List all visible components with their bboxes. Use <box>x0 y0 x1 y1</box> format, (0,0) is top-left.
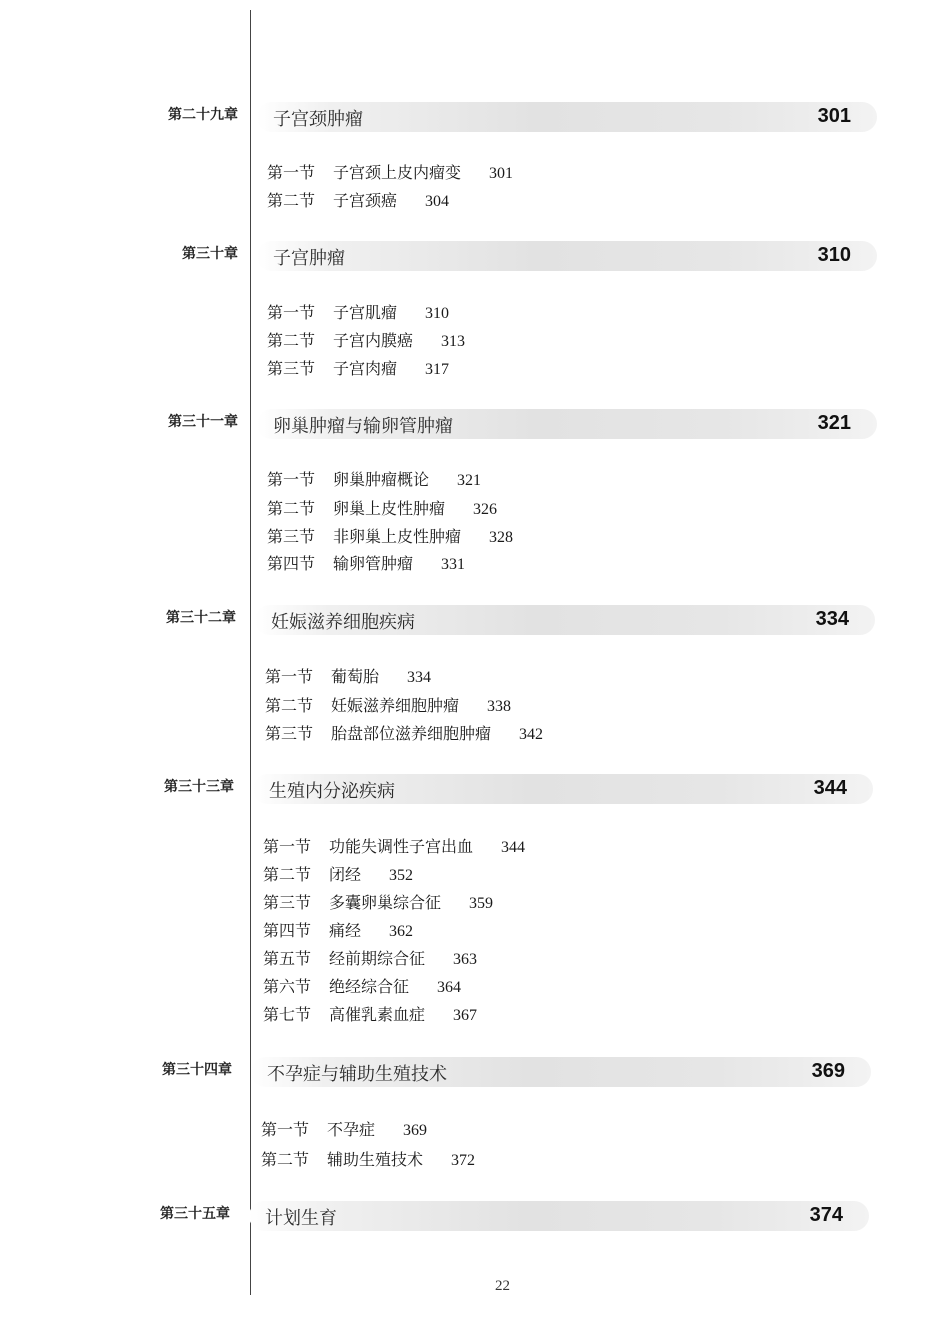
section-entry[interactable] <box>263 890 493 913</box>
section-title: 绝经综合征 <box>329 977 410 996</box>
chapter-page-number: 344 <box>813 777 847 799</box>
chapter-heading-bar[interactable] <box>257 409 877 439</box>
section-entry[interactable] <box>267 551 465 574</box>
section-entry[interactable] <box>267 160 513 183</box>
section-page-number: 328 <box>489 529 514 546</box>
section-page-number: 317 <box>425 361 450 378</box>
section-entry[interactable] <box>263 918 413 941</box>
chapter-page-number: 310 <box>817 244 851 266</box>
section-entry[interactable] <box>267 496 497 519</box>
section-number: 第二节 <box>263 865 312 884</box>
section-number: 第三节 <box>265 724 314 743</box>
section-page-number: 334 <box>407 669 432 686</box>
chapter-page-number: 334 <box>815 608 849 630</box>
section-entry[interactable] <box>263 834 525 857</box>
chapter-number: 第二十九章 <box>168 107 238 123</box>
section-number: 第三节 <box>267 527 316 546</box>
section-page-number: 359 <box>469 895 494 912</box>
section-number: 第一节 <box>267 303 316 322</box>
section-page-number: 321 <box>457 472 482 489</box>
section-number: 第二节 <box>267 191 316 210</box>
section-title: 功能失调性子宫出血 <box>329 837 474 856</box>
section-page-number: 301 <box>489 165 514 182</box>
section-page-number: 372 <box>451 1152 476 1169</box>
section-page-number: 342 <box>519 726 544 743</box>
section-number: 第五节 <box>263 949 312 968</box>
section-number: 第六节 <box>263 977 312 996</box>
section-number: 第三节 <box>267 359 316 378</box>
margin-rule <box>250 10 251 1295</box>
chapter-title: 子宫肿瘤 <box>273 248 345 269</box>
section-entry[interactable] <box>263 946 477 969</box>
section-title: 经前期综合征 <box>329 949 426 968</box>
chapter-title: 妊娠滋养细胞疾病 <box>271 612 415 633</box>
section-entry[interactable] <box>267 524 513 547</box>
section-title: 痛经 <box>329 921 362 940</box>
section-page-number: 369 <box>403 1122 428 1139</box>
section-page-number: 363 <box>453 951 478 968</box>
chapter-heading-bar[interactable] <box>257 241 877 271</box>
section-entry[interactable] <box>263 974 461 997</box>
section-page-number: 313 <box>441 333 466 350</box>
section-title: 胎盘部位滋养细胞肿瘤 <box>331 724 492 743</box>
section-entry[interactable] <box>263 1002 477 1025</box>
section-title: 闭经 <box>329 865 362 884</box>
chapter-heading-bar[interactable] <box>249 1201 869 1231</box>
chapter-page-number: 321 <box>817 412 851 434</box>
chapter-number: 第三十章 <box>182 246 238 262</box>
section-title: 非卵巢上皮性肿瘤 <box>333 527 462 546</box>
section-page-number: 352 <box>389 867 414 884</box>
section-number: 第三节 <box>263 893 312 912</box>
section-title: 辅助生殖技术 <box>327 1150 424 1169</box>
section-number: 第一节 <box>267 163 316 182</box>
section-entry[interactable] <box>267 356 449 379</box>
section-number: 第二节 <box>265 696 314 715</box>
section-entry[interactable] <box>267 188 449 211</box>
section-number: 第一节 <box>265 667 314 686</box>
chapter-heading-bar[interactable] <box>251 1057 871 1087</box>
chapter-heading-bar[interactable] <box>253 774 873 804</box>
section-title: 输卵管肿瘤 <box>333 554 414 573</box>
section-number: 第一节 <box>267 470 316 489</box>
section-number: 第一节 <box>263 837 312 856</box>
chapter-title: 计划生育 <box>265 1208 337 1229</box>
section-number: 第二节 <box>267 499 316 518</box>
section-title: 葡萄胎 <box>331 667 380 686</box>
section-page-number: 367 <box>453 1007 478 1024</box>
section-title: 子宫肌瘤 <box>333 303 398 322</box>
chapter-title: 卵巢肿瘤与输卵管肿瘤 <box>273 416 453 437</box>
section-page-number: 304 <box>425 193 450 210</box>
section-entry[interactable] <box>267 300 449 323</box>
chapter-page-number: 369 <box>811 1060 845 1082</box>
section-title: 卵巢肿瘤概论 <box>333 470 430 489</box>
section-number: 第七节 <box>263 1005 312 1024</box>
chapter-number: 第三十四章 <box>162 1062 232 1078</box>
section-entry[interactable] <box>267 467 481 490</box>
section-entry[interactable] <box>261 1117 427 1140</box>
chapter-number: 第三十五章 <box>160 1206 230 1222</box>
chapter-heading-bar[interactable] <box>255 605 875 635</box>
chapter-page-number: 374 <box>809 1204 843 1226</box>
chapter-title: 子宫颈肿瘤 <box>273 109 363 130</box>
section-page-number: 364 <box>437 979 462 996</box>
section-number: 第二节 <box>261 1150 310 1169</box>
section-entry[interactable] <box>263 862 413 885</box>
section-page-number: 331 <box>441 556 466 573</box>
chapter-title: 生殖内分泌疾病 <box>269 781 395 802</box>
chapter-number: 第三十三章 <box>164 779 234 795</box>
section-number: 第四节 <box>263 921 312 940</box>
section-page-number: 326 <box>473 501 498 518</box>
chapter-number: 第三十二章 <box>166 610 236 626</box>
section-title: 多囊卵巢综合征 <box>329 893 442 912</box>
section-title: 子宫肉瘤 <box>333 359 398 378</box>
section-title: 子宫颈上皮内瘤变 <box>333 163 462 182</box>
section-title: 高催乳素血症 <box>329 1005 426 1024</box>
section-page-number: 362 <box>389 923 414 940</box>
section-entry[interactable] <box>265 693 511 716</box>
section-entry[interactable] <box>265 664 431 687</box>
section-title: 子宫颈癌 <box>333 191 398 210</box>
section-number: 第二节 <box>267 331 316 350</box>
section-page-number: 310 <box>425 305 450 322</box>
section-title: 卵巢上皮性肿瘤 <box>333 499 446 518</box>
section-title: 不孕症 <box>327 1120 376 1139</box>
chapter-title: 不孕症与辅助生殖技术 <box>267 1064 447 1085</box>
chapter-number: 第三十一章 <box>168 414 238 430</box>
chapter-page-number: 301 <box>817 105 851 127</box>
section-title: 妊娠滋养细胞肿瘤 <box>331 696 460 715</box>
section-entry[interactable] <box>265 721 543 744</box>
section-page-number: 344 <box>501 839 526 856</box>
section-page-number: 338 <box>487 698 512 715</box>
section-title: 子宫内膜癌 <box>333 331 414 350</box>
chapter-heading-bar[interactable] <box>257 102 877 132</box>
section-entry[interactable] <box>261 1147 475 1170</box>
section-number: 第一节 <box>261 1120 310 1139</box>
section-entry[interactable] <box>267 328 465 351</box>
section-number: 第四节 <box>267 554 316 573</box>
page-number: 22 <box>495 1278 510 1294</box>
